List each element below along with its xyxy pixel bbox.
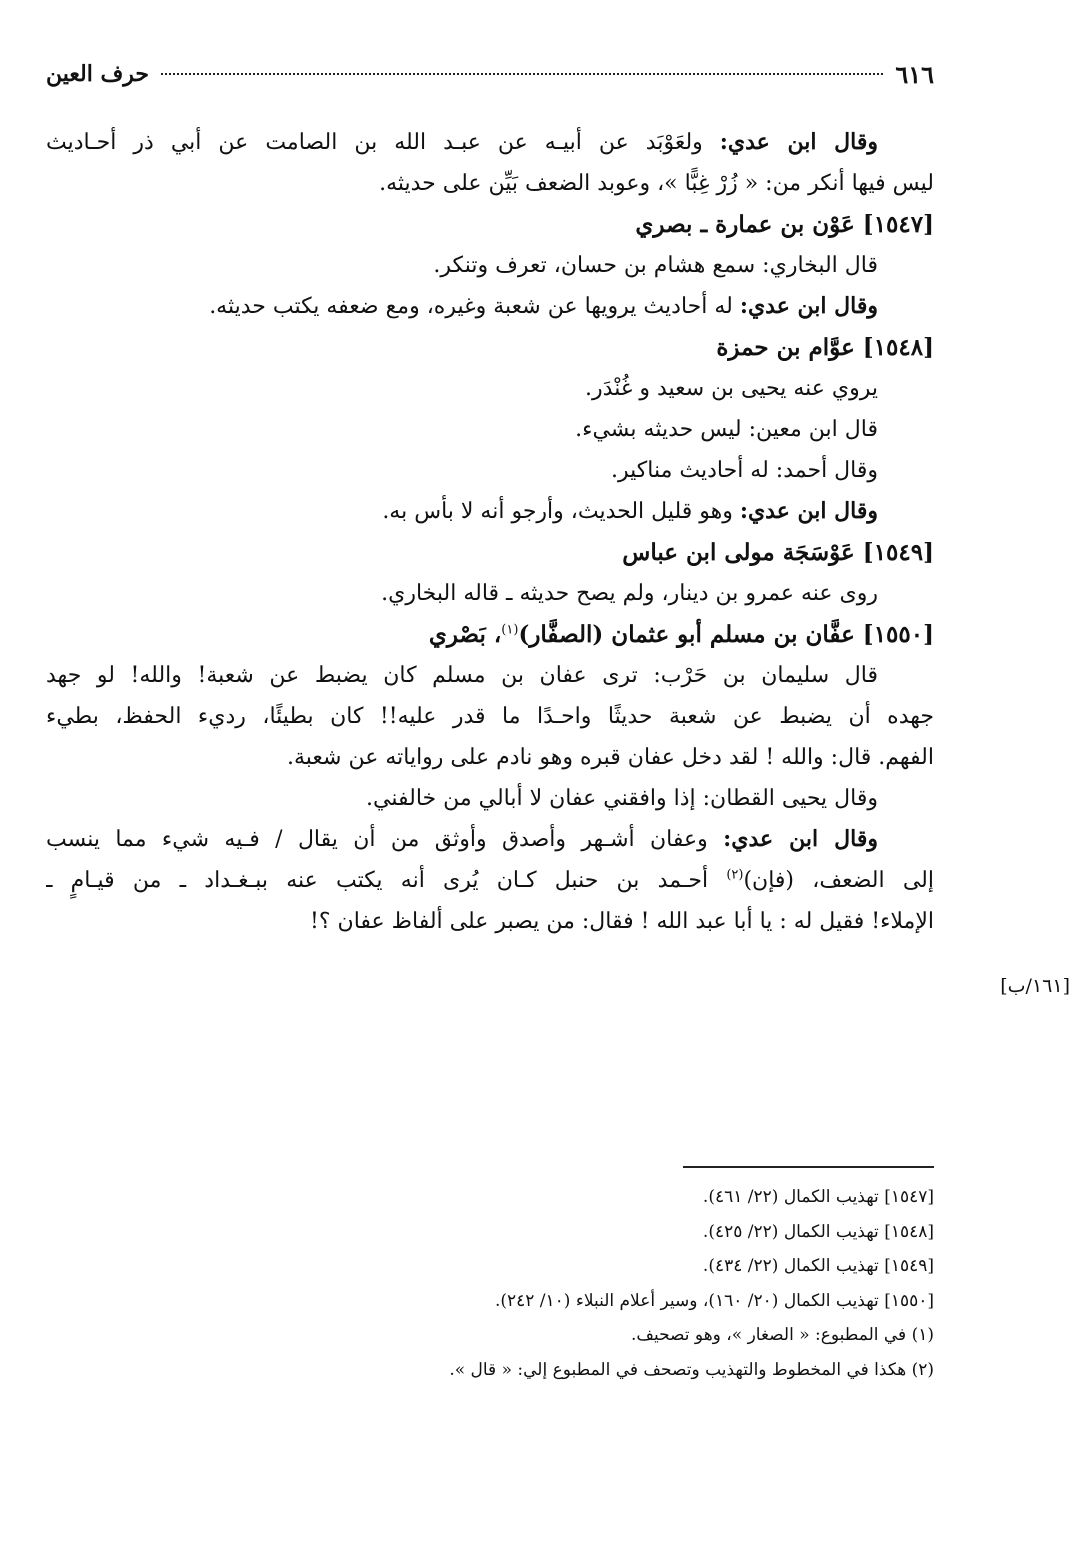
entry-heading [46, 204, 934, 245]
footnote-ref[interactable]: (١) [501, 622, 519, 638]
speaker-label: وقال ابن عدي: [723, 826, 878, 852]
text-line [46, 737, 934, 778]
text-line [46, 901, 934, 942]
line-text: روى عنه عمرو بن دينار، ولم يصح حديثه ـ قاله البخاري. [381, 581, 878, 606]
line-text: أحـمد بن حنبل كـان يُرى أنه يكتب عنه ببـغـداد ـ من قيـامٍ ـ [46, 868, 727, 893]
footnote: (١) في المطبوع: « الصغار »، وهو تصحيف. [630, 1325, 934, 1345]
footnote: [١٥٤٩] تهذيب الكمال (٢٢/ ٤٣٤). [702, 1256, 934, 1276]
manuscript-folio-note: [١٦١/ب] [1000, 975, 1070, 997]
speaker-label: وقال ابن عدي: [739, 293, 878, 319]
line-text: الإملاء! فقيل له : يا أبا عبد الله ! فقال: من يصبر على ألفاظ عفان ؟! [310, 909, 934, 934]
main-text [46, 122, 934, 942]
entry-title: [١٥٤٩] عَوْسَجَة مولى ابن عباس [622, 539, 934, 566]
line-text: وقال يحيى القطان: إذا وافقني عفان لا أبالي من خالفني. [366, 786, 878, 811]
text-line [46, 450, 934, 491]
line-text: وهو قليل الحديث، وأرجو أنه لا بأس به. [382, 499, 740, 524]
speaker-label: وقال ابن عدي: [739, 498, 878, 524]
text-line [46, 368, 934, 409]
footnote-separator [683, 1166, 934, 1168]
footnote-ref[interactable]: (٢) [726, 867, 744, 883]
chapter-title: حرف العين [46, 61, 150, 87]
text-line [46, 286, 934, 327]
footnotes [46, 1180, 934, 1387]
line-text: قال البخاري: سمع هشام بن حسان، تعرف وتنكر. [433, 253, 878, 278]
line-text: إلى الضعف، (فإن) [743, 868, 934, 893]
text-line [46, 860, 934, 901]
header-dotted-rule [161, 73, 883, 75]
page-number: ٦١٦ [895, 59, 934, 89]
line-text: وعفان أشـهر وأصدق وأوثق من أن يقال / فـيه شيء مما ينسب [46, 827, 724, 852]
text-line [46, 409, 934, 450]
line-text: وقال أحمد: له أحاديث مناكير. [611, 458, 878, 483]
line-text: ولعَوْبَد عن أبيـه عن عبـد الله بن الصامت عن أبي ذر أحـاديث [46, 130, 720, 155]
text-line [46, 163, 934, 204]
line-text: الفهم. قال: والله ! لقد دخل عفان قبره وهو نادم على رواياته عن شعبة. [286, 745, 934, 770]
line-text: قال سليمان بن حَرْب: ترى عفان بن مسلم كان يضبط عن شعبة! والله! لو جهد [46, 663, 878, 688]
speaker-label: وقال ابن عدي: [719, 129, 878, 155]
text-line [46, 573, 934, 614]
line-text: له أحاديث يرويها عن شعبة وغيره، ومع ضعفه يكتب حديثه. [209, 294, 740, 319]
text-line [46, 491, 934, 532]
entry-heading [46, 532, 934, 573]
footnote: [١٥٥٠] تهذيب الكمال (٢٠/ ١٦٠)، وسير أعلام النبلاء (١٠/ ٢٤٢). [494, 1290, 934, 1311]
footnote: [١٥٤٧] تهذيب الكمال (٢٢/ ٤٦١). [702, 1187, 934, 1207]
line-text: قال ابن معين: ليس حديثه بشيء. [575, 417, 878, 442]
entry-heading [46, 614, 934, 655]
entry-title-suffix: ، بَصْري [428, 621, 502, 648]
text-line [46, 696, 934, 737]
running-header [46, 56, 934, 92]
line-text: ليس فيها أنكر من: « زُرْ غِبًّا »، وعوبد الضعف بَيِّن على حديثه. [379, 171, 934, 196]
text-line [46, 778, 934, 819]
line-text: جهده أن يضبط عن شعبة حديثًا واحـدًا ما قدر عليه!! كان بطيئًا، رديء الحفظ، بطيء [46, 704, 934, 729]
text-line [46, 245, 934, 286]
entry-title: [١٥٤٨] عوَّام بن حمزة [716, 334, 934, 361]
footnote: [١٥٤٨] تهذيب الكمال (٢٢/ ٤٢٥). [702, 1221, 934, 1242]
text-line [46, 655, 934, 696]
entry-title: [١٥٤٧] عَوْن بن عمارة ـ بصري [635, 211, 934, 238]
line-text: يروي عنه يحيى بن سعيد و غُنْدَر. [585, 376, 878, 401]
text-line [46, 122, 934, 163]
text-line [46, 819, 934, 860]
footnote: (٢) هكذا في المخطوط والتهذيب وتصحف في المطبوع إلي: « قال ». [449, 1359, 934, 1380]
entry-heading [46, 327, 934, 368]
entry-title: [١٥٥٠] عفَّان بن مسلم أبو عثمان (الصفَّار) [518, 621, 934, 648]
